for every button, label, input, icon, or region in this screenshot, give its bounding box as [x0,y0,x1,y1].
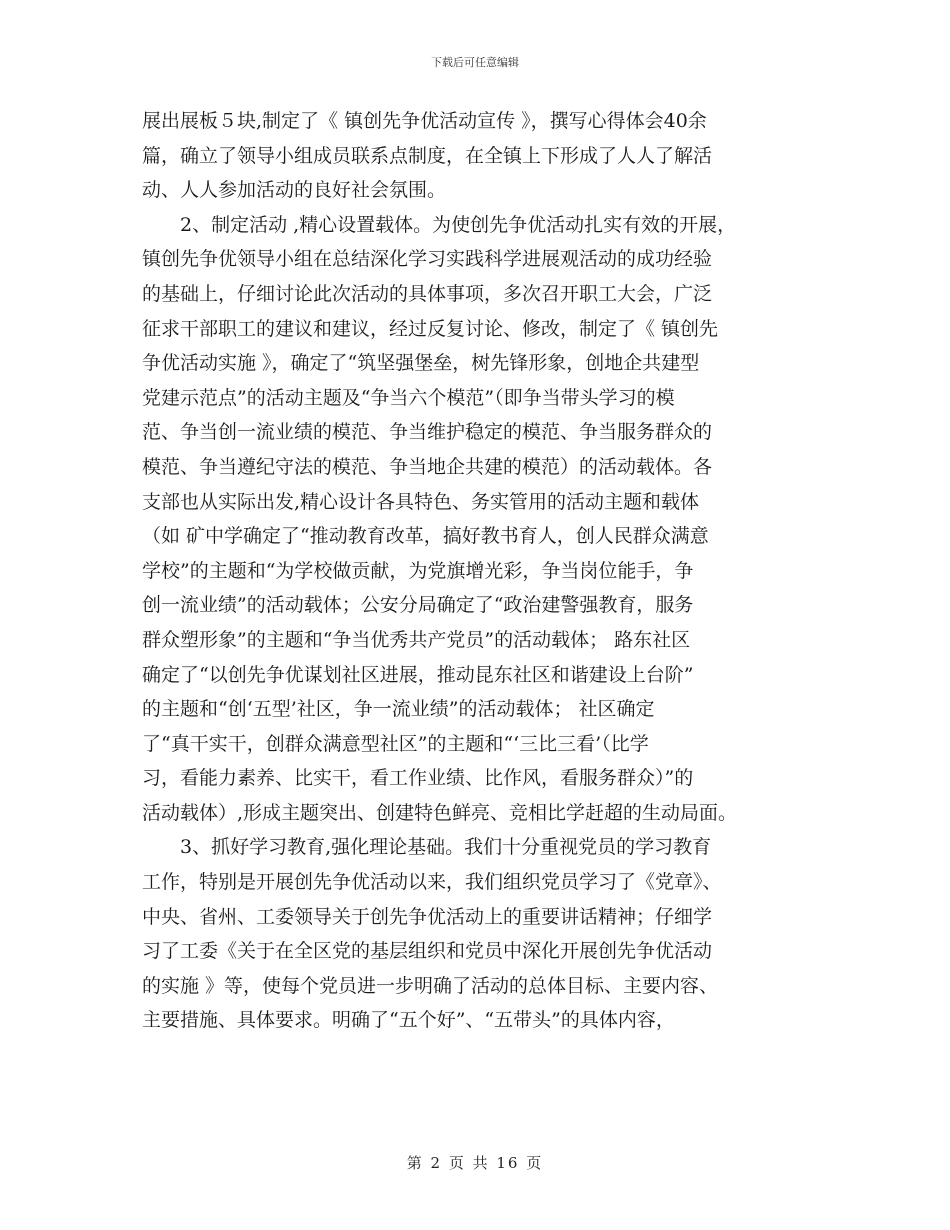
text-line: 工作，特别是开展创先争优活动以来，我们组织党员学习了《党章》、 [142,871,722,894]
text-line: 的主题和“创‘五型’社区，争一流业绩”的活动载体； 社区确定 [142,698,655,721]
text-line: 了“真干实干，创群众满意型社区”的主题和“‘三比三看’（比学 [142,732,649,755]
text-line: 3、抓好学习教育,强化理论基础。我们十分重视党员的学习教育 [180,836,712,859]
text-line: 2、制定活动 ,精心设置载体。为使创先争优活动扎实有效的开展， [180,213,737,236]
text-line: 创一流业绩”的活动载体；公安分局确定了“政治建警强教育，服务 [142,594,694,617]
page-number: 第 2 页 共 16 页 [406,1154,544,1172]
text-line: 党建示范点”的活动主题及“争当六个模范”（即争当带头学习的模 [142,386,675,409]
text-line: 学校”的主题和“为学校做贡献，为党旗增光彩，争当岗位能手，争 [142,559,694,582]
text-line: 展出展板５块,制定了《 镇创先争优活动宣传 》，撰写心得体会40余 [142,110,707,132]
text-line: 习了工委《关于在全区党的基层组织和党员中深化开展创先争优活动 [142,940,713,963]
text-line: 篇，确立了领导小组成员联系点制度，在全镇上下形成了人人了解活 [142,144,713,167]
text-line: 的实施 》等，使每个党员进一步明确了活动的总体目标、主要内容、 [142,974,719,997]
text-line: 争优活动实施 》，确定了“筑坚强堡垒，树先锋形象，创地企共建型 [142,352,700,375]
text-line: 的基础上，仔细讨论此次活动的具体事项，多次召开职工大会，广泛 [142,282,713,305]
document-body [142,104,822,1038]
text-line: （如 矿中学确定了“推动教育改革，搞好教书育人，创人民群众满意 [142,525,709,548]
text-line: 动、人人参加活动的良好社会氛围。 [142,179,447,202]
text-line: 主要措施、具体要求。明确了“五个好”、“五带头”的具体内容， [142,1009,675,1032]
text-line: 中央、省州、工委领导关于创先争优活动上的重要讲话精神；仔细学 [142,905,713,928]
text-line: 模范、争当遵纪守法的模范、争当地企共建的模范）的活动载体。各 [142,455,713,478]
text-line: 镇创先争优领导小组在总结深化学习实践科学进展观活动的成功经验 [142,248,713,271]
text-line: 确定了“以创先争优谋划社区进展，推动昆东社区和谐建设上台阶” [142,663,694,686]
text-line: 征求干部职工的建议和建议，经过反复讨论、修改，制定了《 镇创先 [142,317,719,340]
page-header: 下载后可任意编辑 [431,56,519,69]
text-line: 习，看能力素养、比实干，看工作业绩、比作风，看服务群众）”的 [142,767,694,790]
text-line: 活动载体）,形成主题突出、创建特色鲜亮、竞相比学赶超的生动局面。 [142,801,738,824]
text-line: 群众塑形象”的主题和“争当优秀共产党员”的活动载体； 路东社区 [142,628,691,651]
text-line: 范、争当创一流业绩的模范、争当维护稳定的模范、争当服务群众的 [142,421,713,444]
text-line: 支部也从实际出发,精心设计各具特色、务实管用的活动主题和载体 [142,490,700,513]
